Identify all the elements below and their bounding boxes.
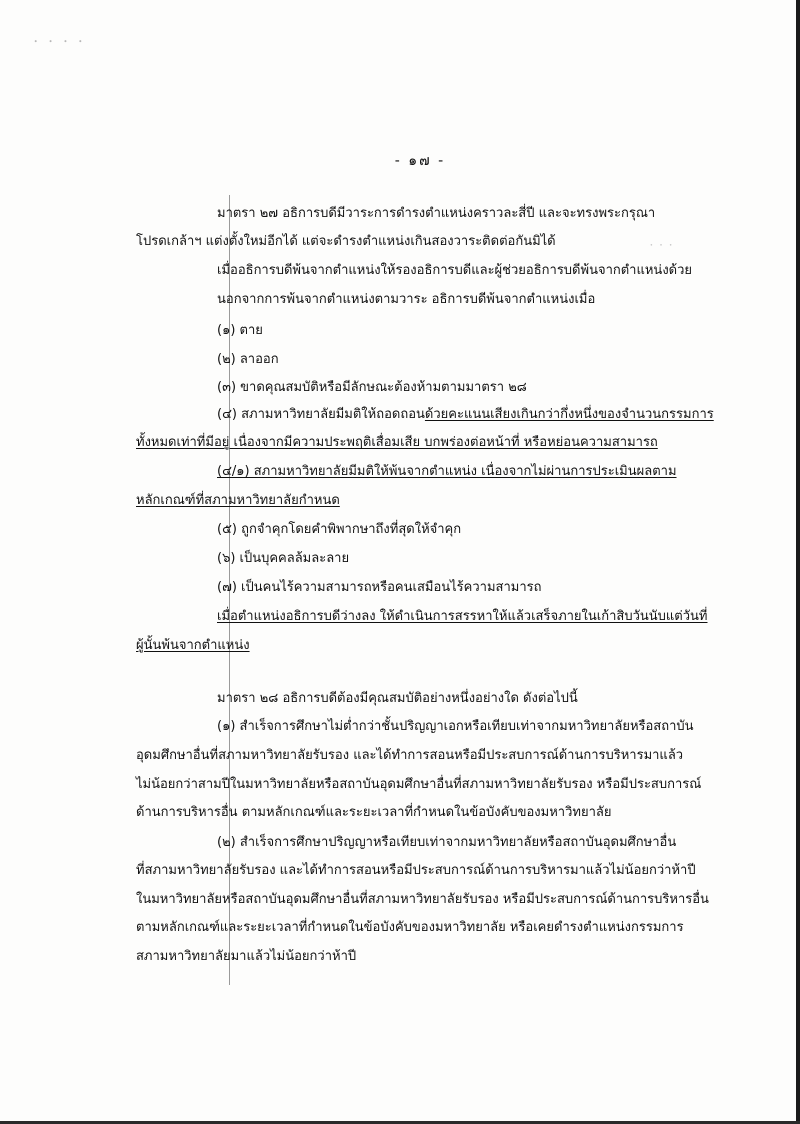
s27-item-5: (๕) ถูกจำคุกโดยคำพิพากษาถึงที่สุดให้จำคุก (217, 522, 462, 537)
s27-line-2: โปรดเกล้าฯ แต่งตั้งใหม่อีกได้ แต่จะดำรงตำแหน่งเกินสองวาระติดต่อกันมิได้ (136, 234, 556, 249)
s27-item-4-amended: ด้วยคะแนนเสียงเกินกว่ากึ่งหนึ่งของจำนวนกรรมการ (424, 407, 714, 422)
s27-item-4 (217, 406, 714, 424)
scan-specks-top: ꞏ ꞏ ꞏ ꞏ (34, 35, 87, 48)
s27-item-2: (๒) ลาออก (217, 352, 279, 367)
s28-heading: มาตรา ๒๘ อธิการบดีต้องมีคุณสมบัติอย่างหนึ่งอย่างใด ดังต่อไปนี้ (217, 691, 578, 706)
scan-specks-right: ꞏ ꞏ ꞏ (650, 241, 675, 251)
s28-q2-line-5: สภามหาวิทยาลัยมาแล้วไม่น้อยกว่าห้าปี (136, 949, 357, 964)
s28-q2-line-1: (๒) สำเร็จการศึกษาปริญญาหรือเทียบเท่าจากมหาวิทยาลัยหรือสถาบันอุดมศึกษาอื่น (217, 835, 677, 850)
s27-para2-line-1: เมื่ออธิการบดีพ้นจากตำแหน่งให้รองอธิการบดีและผู้ช่วยอธิการบดีพ้นจากตำแหน่งด้วย (217, 263, 693, 278)
s27-item-4-plain: (๔) สภามหาวิทยาลัยมีมติให้ถอดถอน (217, 407, 425, 422)
s27-vacancy-line-2: ผู้นั้นพ้นจากตำแหน่ง (136, 638, 250, 653)
s27-item-3: (๓) ขาดคุณสมบัติหรือมีลักษณะต้องห้ามตามมาตรา ๒๘ (217, 380, 527, 395)
s27-item-4-1-line-1: (๔/๑) สภามหาวิทยาลัยมีมติให้พ้นจากตำแหน่ง เนื่องจากไม่ผ่านการประเมินผลตาม (217, 464, 677, 479)
page-number: - ๑๗ - (394, 153, 446, 169)
s27-item-4-line-2: ทั้งหมดเท่าที่มีอยู่ เนื่องจากมีความประพฤติเสื่อมเสีย บกพร่องต่อหน้าที่ หรือหย่อนความสามารถ (136, 435, 658, 450)
s28-q2-line-4: ตามหลักเกณฑ์และระยะเวลาที่กำหนดในข้อบังคับของมหาวิทยาลัย หรือเคยดำรงตำแหน่งกรรมการ (136, 920, 684, 935)
s27-line-1: มาตรา ๒๗ อธิการบดีมีวาระการดำรงตำแหน่งคราวละสี่ปี และจะทรงพระกรุณา (217, 206, 656, 221)
s27-para3-line-1: นอกจากการพ้นจากตำแหน่งตามวาระ อธิการบดีพ้นจากตำแหน่งเมื่อ (217, 292, 596, 307)
s27-item-4-1-line-2: หลักเกณฑ์ที่สภามหาวิทยาลัยกำหนด (136, 493, 340, 508)
s28-q1-line-1: (๑) สำเร็จการศึกษาไม่ต่ำกว่าชั้นปริญญาเอกหรือเทียบเท่าจากมหาวิทยาลัยหรือสถาบัน (217, 719, 694, 734)
s27-item-7: (๗) เป็นคนไร้ความสามารถหรือคนเสมือนไร้ความสามารถ (217, 580, 542, 595)
s27-item-6: (๖) เป็นบุคคลล้มละลาย (217, 551, 350, 566)
s28-q2-line-2: ที่สภามหาวิทยาลัยรับรอง และได้ทำการสอนหรือมีประสบการณ์ด้านการบริหารมาแล้วไม่น้อยกว่าห้าปี (136, 863, 696, 878)
s27-item-1: (๑) ตาย (217, 323, 263, 338)
s28-q2-line-3: ในมหาวิทยาลัยหรือสถาบันอุดมศึกษาอื่นที่สภามหาวิทยาลัยรับรอง หรือมีประสบการณ์ด้านการบริหารอื่น (136, 892, 709, 907)
s28-q1-line-2: อุดมศึกษาอื่นที่สภามหาวิทยาลัยรับรอง และได้ทำการสอนหรือมีประสบการณ์ด้านการบริหารมาแล้ว (136, 748, 684, 763)
s28-q1-line-4: ด้านการบริหารอื่น ตามหลักเกณฑ์และระยะเวลาที่กำหนดในข้อบังคับของมหาวิทยาลัย (136, 805, 612, 820)
s27-vacancy-line-1: เมื่อตำแหน่งอธิการบดีว่างลง ให้ดำเนินการสรรหาให้แล้วเสร็จภายในเก้าสิบวันนับแต่วันที่ (217, 609, 708, 624)
s28-q1-line-3: ไม่น้อยกว่าสามปีในมหาวิทยาลัยหรือสถาบันอุดมศึกษาอื่นที่สภามหาวิทยาลัยรับรอง หรือมีประสบการณ์ (136, 777, 702, 792)
scan-edge-right (796, 0, 800, 1124)
